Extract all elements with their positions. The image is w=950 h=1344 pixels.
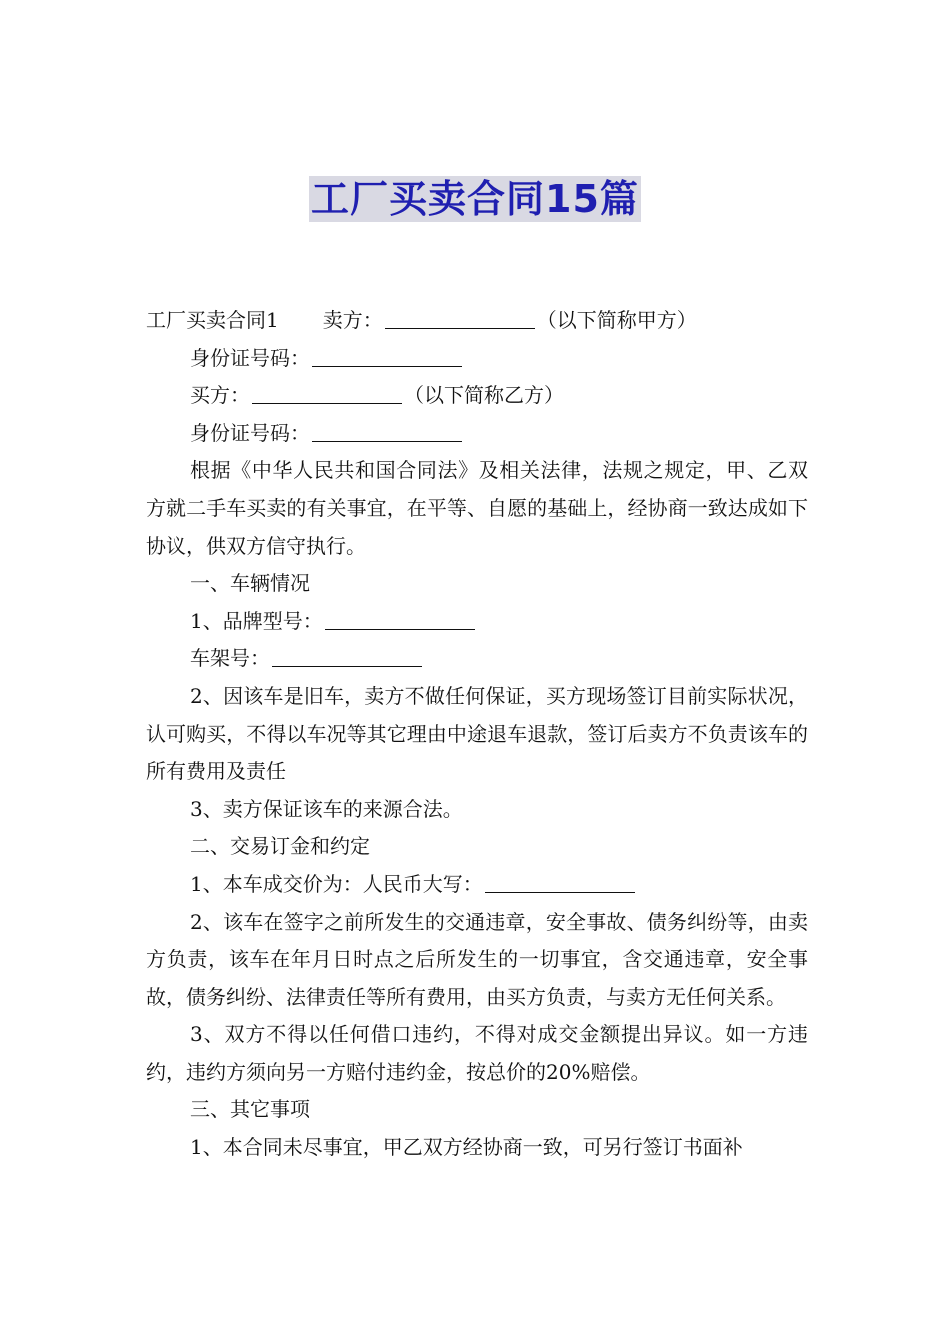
seller-blank	[385, 310, 535, 329]
section-2-heading: 二、交易订金和约定	[190, 834, 370, 859]
brand-model-blank	[325, 611, 475, 630]
seller-label: 卖方：	[322, 308, 383, 332]
seller-note: （以下简称甲方）	[536, 308, 697, 332]
section-2-item-3: 3、双方不得以任何借口违约，不得对成交金额提出异议。如一方违约，违约方须向另一方赔付违约金，按总价的20%赔偿。	[146, 1022, 808, 1084]
price-line	[146, 866, 808, 904]
section-1-heading: 一、车辆情况	[190, 571, 310, 596]
contract-body	[146, 302, 808, 1167]
frame-number-blank	[272, 648, 422, 667]
brand-model-label: 1、品牌型号：	[190, 608, 323, 633]
buyer-id-label: 身份证号码：	[190, 420, 310, 445]
document-title: 工厂买卖合同15篇	[311, 177, 639, 221]
section-1-item-2: 2、因该车是旧车，卖方不做任何保证，买方现场签订目前实际状况，认可购买，不得以车况等其它理由中途退车退款，签订后卖方不负责该车的所有费用及责任	[146, 683, 808, 784]
seller-id-label: 身份证号码：	[190, 345, 310, 370]
section-1-item-3: 3、卖方保证该车的来源合法。	[190, 796, 463, 821]
buyer-blank	[252, 385, 402, 404]
frame-number-label: 车架号：	[190, 646, 270, 671]
title-container	[0, 176, 950, 222]
seller-id-blank	[312, 348, 462, 367]
price-label: 1、本车成交价为：人民币大写：	[190, 871, 483, 896]
buyer-id-line	[146, 415, 808, 453]
contract-label: 工厂买卖合同1	[146, 308, 279, 332]
buyer-line	[146, 377, 808, 415]
section-2-item-2: 2、该车在签字之前所发生的交通违章，安全事故、债务纠纷等，由卖方负责，该车在年月日时点之后所发生的一切事宜，含交通违章，安全事故，债务纠纷、法律责任等所有费用，由买方负责，与卖方无任何关系。	[146, 909, 808, 1009]
seller-id-line	[146, 340, 808, 378]
price-blank	[485, 874, 635, 893]
buyer-note: （以下简称乙方）	[404, 383, 564, 408]
buyer-label: 买方：	[190, 383, 250, 408]
seller-line	[146, 302, 808, 340]
section-3-item-1: 1、本合同未尽事宜，甲乙双方经协商一致，可另行签订书面补	[190, 1135, 743, 1160]
brand-model-line	[146, 603, 808, 641]
section-3-heading: 三、其它事项	[190, 1097, 310, 1122]
buyer-id-blank	[312, 423, 462, 442]
preamble-paragraph: 根据《中华人民共和国合同法》及相关法律，法规之规定，甲、乙双方就二手车买卖的有关事宜，在平等、自愿的基础上，经协商一致达成如下协议，供双方信守执行。	[146, 458, 808, 558]
frame-number-line	[146, 640, 808, 678]
